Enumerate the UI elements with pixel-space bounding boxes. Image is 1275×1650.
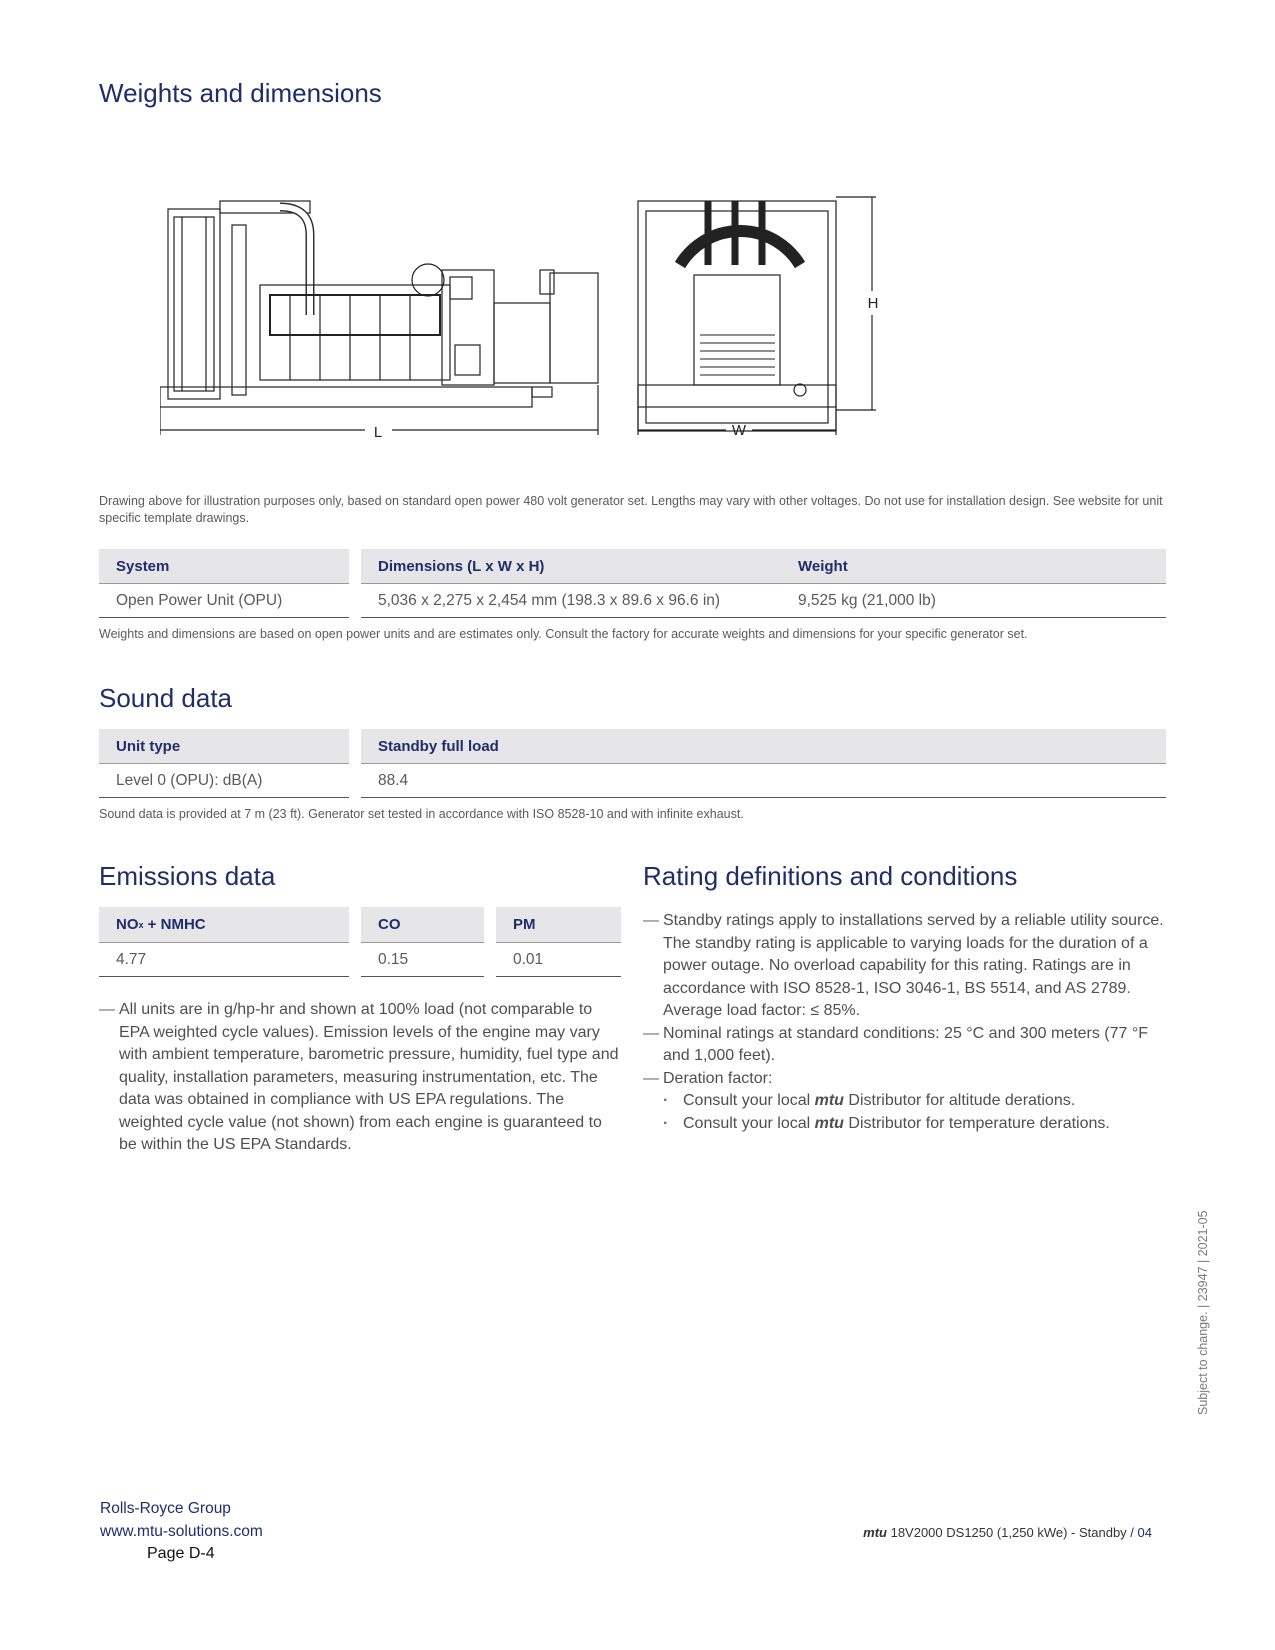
deration-label: Deration factor: (663, 1069, 773, 1087)
table-header-dimensions-weight (361, 549, 1166, 584)
rating-heading: Rating definitions and conditions (643, 861, 1018, 891)
footer-website[interactable]: www.mtu-solutions.com (100, 1523, 263, 1540)
sound-header-standby: Standby full load (361, 729, 1166, 764)
emissions-notes (99, 999, 624, 1157)
footer-company: Rolls-Royce Group (100, 1500, 231, 1517)
table-header-system: System (99, 549, 349, 584)
deration-altitude-suffix: Distributor for altitude derations. (843, 1092, 1076, 1109)
nox-subscript: x (138, 919, 144, 930)
table-cell-dimensions-weight (361, 584, 1166, 618)
table-header-weight: Weight (798, 557, 848, 575)
emissions-cell-nox: 4.77 (99, 943, 349, 977)
sound-cell-standby: 88.4 (361, 764, 1166, 798)
mtu-brand: mtu (814, 1114, 844, 1132)
table-header-dimensions: Dimensions (L x W x H) (378, 557, 545, 575)
mtu-brand: mtu (814, 1092, 844, 1109)
footer-product (863, 1525, 1152, 1540)
generator-drawing (160, 195, 920, 460)
page-label: Page D-4 (147, 1545, 215, 1562)
emissions-note-item: — All units are in g/hp-hr and shown at 100% load (not comparable to EPA weighted cycle values). Emission levels of the engine may vary with ambient temperature, barometric pressure, humidity, fuel type and quality, installation parameters, measuring instrumentation, etc. The data was obtained in compliance with US EPA regulations. The weighted cycle value (not shown) from each engine is guaranteed to be within the US EPA Standards. (99, 999, 624, 1157)
deration-temperature-suffix: Distributor for temperature derations. (843, 1114, 1110, 1132)
emissions-header-nox (99, 907, 349, 943)
generator-front-view (638, 201, 836, 431)
dim-label-h: H (867, 295, 879, 312)
dim-label-l: L (373, 424, 383, 441)
nox-label: NO (116, 916, 139, 933)
deration-altitude (663, 1090, 1173, 1113)
rating-list (643, 910, 1173, 1135)
emissions-cell-co: 0.15 (361, 943, 484, 977)
emissions-header-pm: PM (496, 907, 621, 943)
deration-altitude-prefix: Consult your local (683, 1092, 815, 1109)
footer-separator: / (1130, 1525, 1134, 1540)
rating-item-nominal: — Nominal ratings at standard conditions: 25 °C and 300 meters (77 °F and 1,000 feet). (643, 1023, 1173, 1068)
sound-note: Sound data is provided at 7 m (23 ft). Generator set tested in accordance with ISO 8528-10 and with infinite exhaust. (99, 807, 744, 821)
rating-item-deration (643, 1068, 1173, 1136)
table-cell-system: Open Power Unit (OPU) (99, 584, 349, 618)
sound-cell-unit-type: Level 0 (OPU): dB(A) (99, 764, 349, 798)
drawing-note: Drawing above for illustration purposes only, based on standard open power 480 volt generator set. Lengths may vary with other voltages. Do not use for installation design. See website for unit specific template drawings. (99, 494, 1163, 525)
sound-heading: Sound data (99, 683, 233, 713)
table-cell-dimensions: 5,036 x 2,275 x 2,454 mm (198.3 x 89.6 x 96.6 in) (378, 591, 721, 609)
emissions-cell-pm: 0.01 (496, 943, 621, 977)
deration-temperature-prefix: Consult your local (683, 1114, 815, 1132)
table-cell-weight: 9,525 kg (21,000 lb) (798, 591, 936, 609)
footer-brand: mtu (863, 1525, 887, 1540)
nmhc-label: + NMHC (143, 916, 206, 933)
side-disclaimer: Subject to change. | 23947 | 2021-05 (1196, 1210, 1210, 1415)
sound-header-unit-type: Unit type (99, 729, 349, 764)
weights-note: Weights and dimensions are based on open power units and are estimates only. Consult the factory for accurate weights and dimensions for your specific generator set. (99, 627, 1028, 641)
emissions-header-co: CO (361, 907, 484, 943)
weights-heading: Weights and dimensions (99, 78, 382, 108)
deration-temperature (663, 1113, 1173, 1136)
generator-side-view (160, 201, 598, 407)
deration-sublist (663, 1090, 1173, 1135)
footer-product-name: 18V2000 DS1250 (1,250 kWe) - Standby (886, 1525, 1131, 1540)
dim-label-w: W (731, 422, 747, 439)
footer-page-number: 04 (1133, 1525, 1152, 1540)
emissions-heading: Emissions data (99, 861, 276, 891)
rating-item-standby: — Standby ratings apply to installations served by a reliable utility source. The standby rating is applicable to varying loads for the duration of a power outage. No overload capability for this rating. Ratings are in accordance with ISO 8528-1, ISO 3046-1, BS 5514, and AS 2789. Average load factor: ≤ 85%. (643, 910, 1173, 1023)
